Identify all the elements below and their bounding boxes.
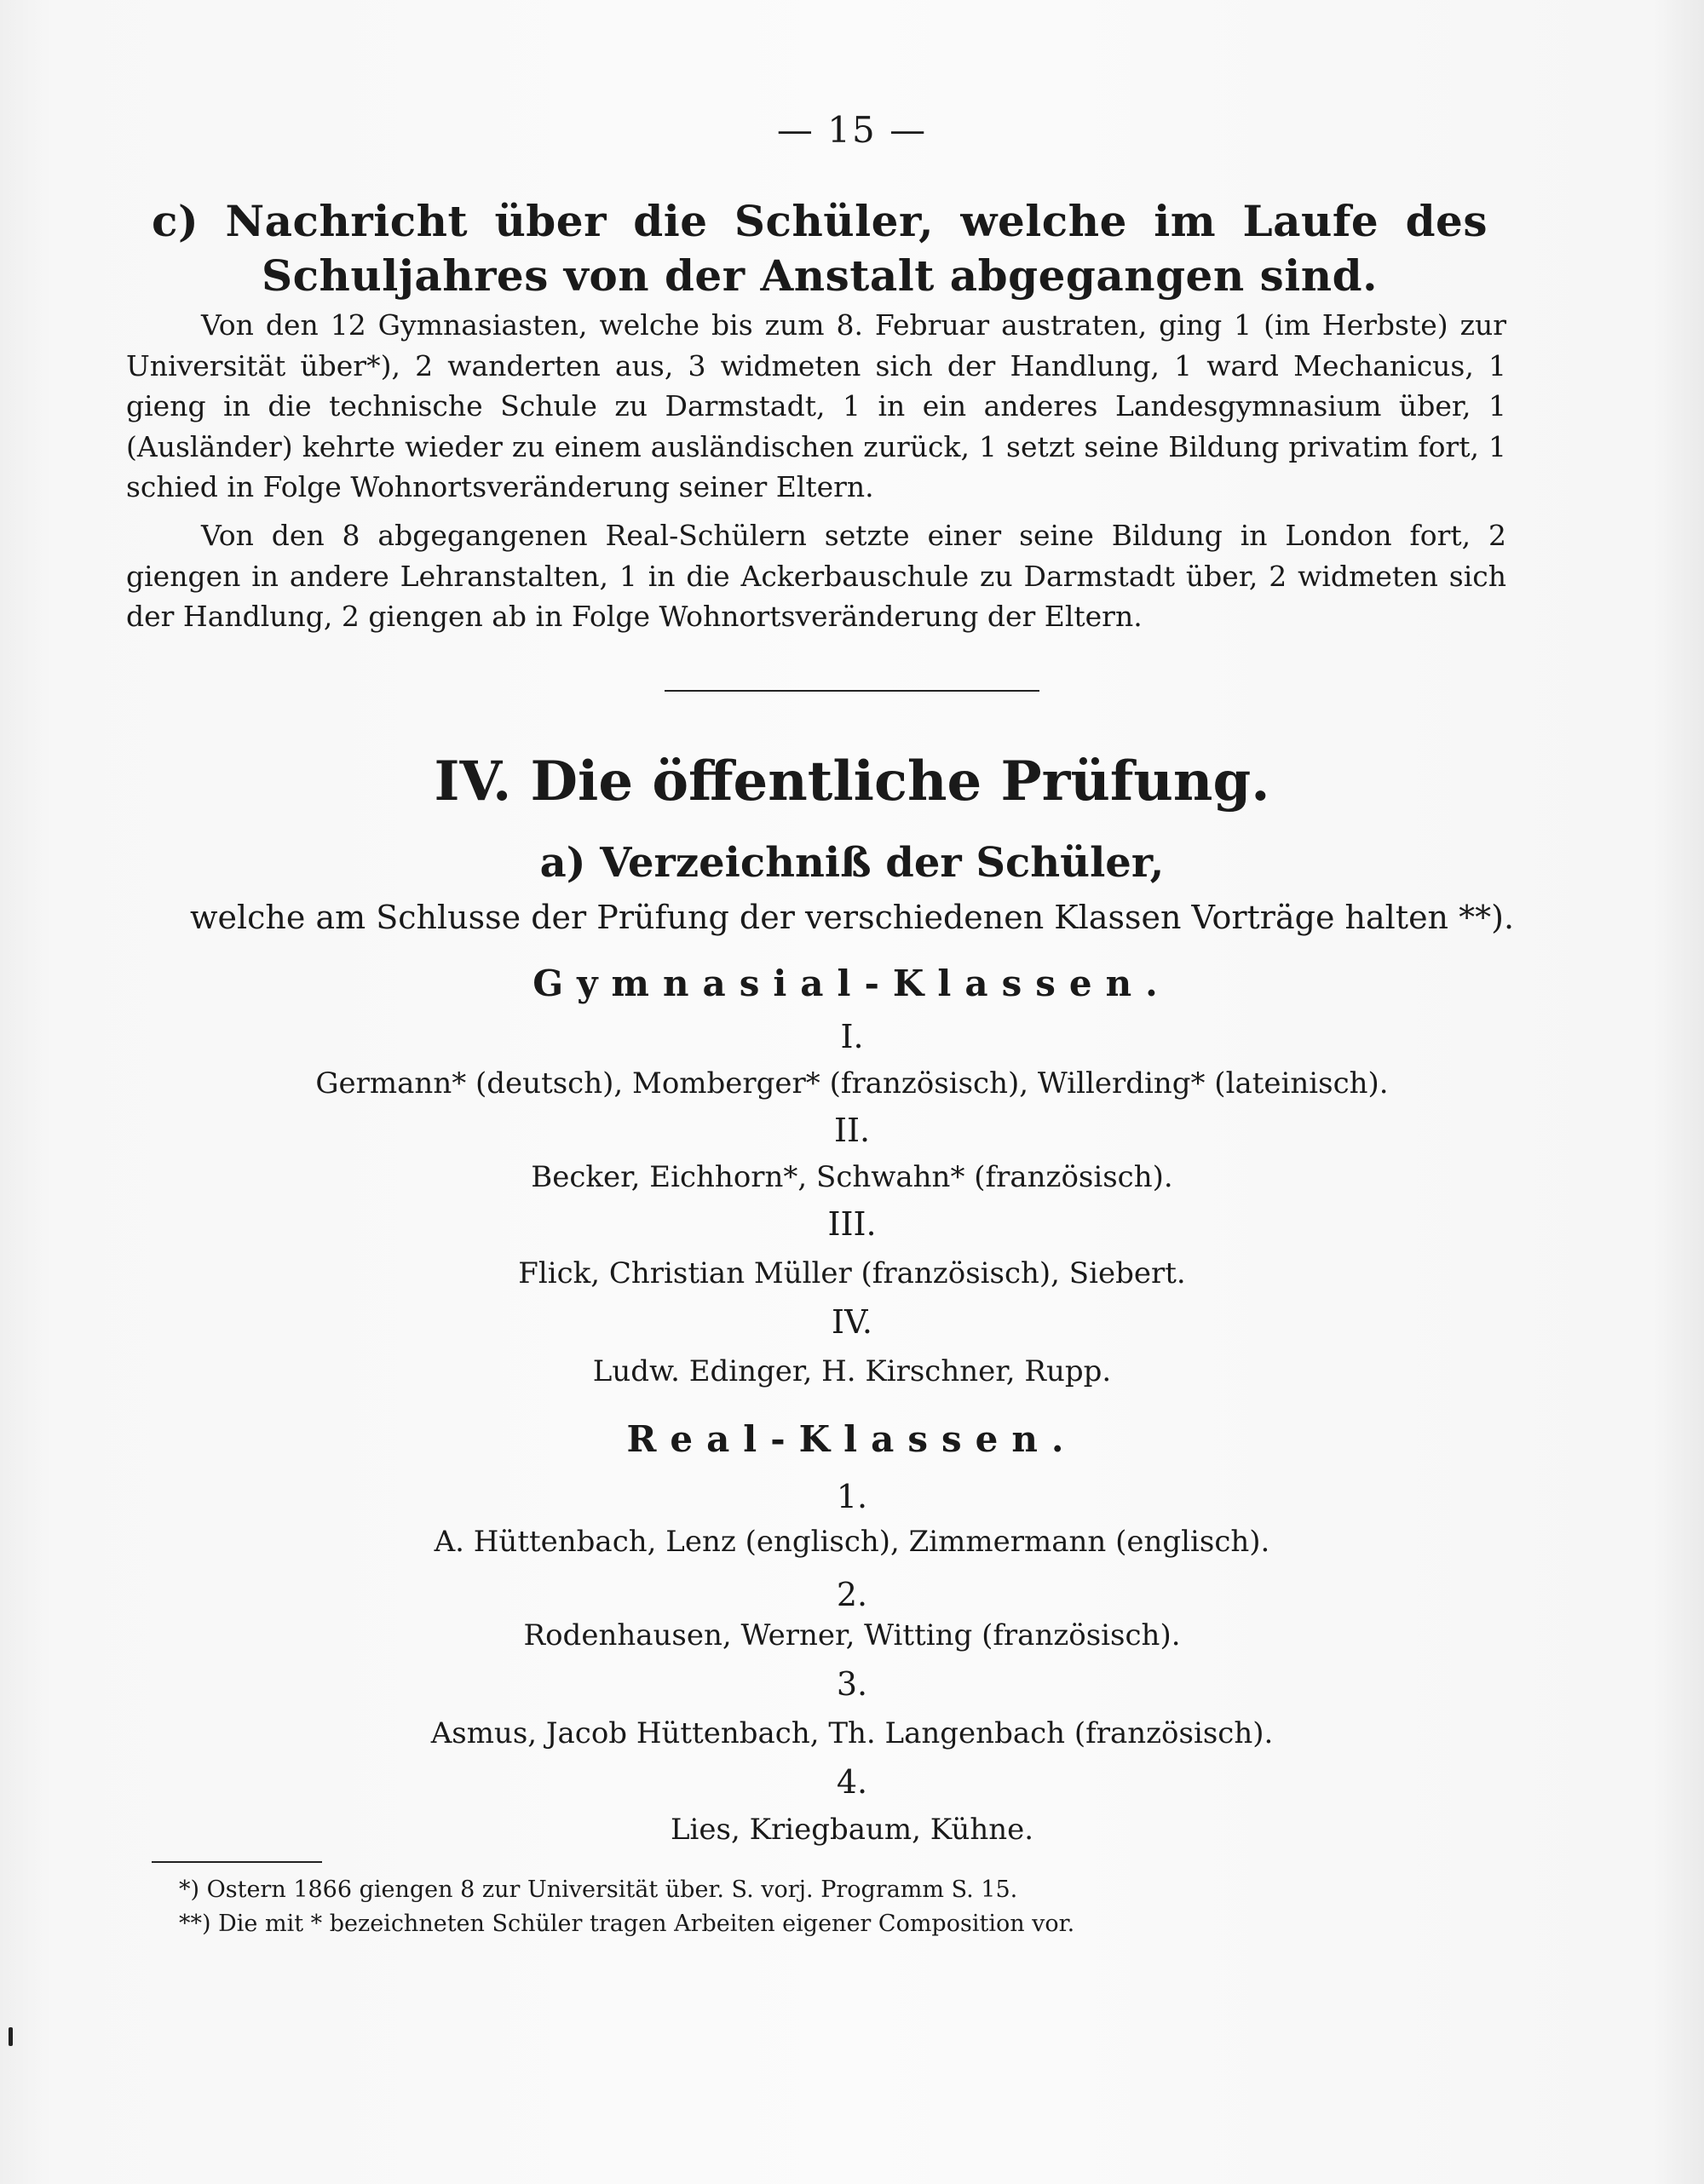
- class-names-ii: Becker, Eichhorn*, Schwahn* (französisch).: [531, 1160, 1173, 1194]
- class-label-iii: III.: [827, 1205, 877, 1243]
- separator-rule: [665, 690, 1039, 692]
- class-names-iii: Flick, Christian Müller (französisch), Siebert.: [518, 1256, 1186, 1290]
- real-class-label-3: 3.: [836, 1665, 868, 1703]
- section-a-title: a) Verzeichniß der Schüler,: [539, 839, 1165, 887]
- real-class-label-1: 1.: [836, 1478, 868, 1515]
- real-class-names-3: Asmus, Jacob Hüttenbach, Th. Langenbach (französisch).: [430, 1716, 1274, 1750]
- paragraph-gymnasiasten: Von den 12 Gymnasiasten, welche bis zum 8. Februar austraten, ging 1 (im Herbste) zur Universität über*), 2 wanderten aus, 3 widmeten sich der Handlung, 1 ward Mechanicus, 1 gieng in die technische Schule zu Darmstadt, 1 in ein anderes Landesgymnasium über, 1 (Ausländer) kehrte wieder zu einem ausländischen zurück, 1 setzt seine Bildung privatim fort, 1 schied in Folge Wohnortsveränderung seiner Eltern.: [126, 308, 1506, 503]
- scan-edge-mark: [9, 2027, 13, 2046]
- class-label-ii: II.: [833, 1112, 871, 1149]
- class-names-iv: Ludw. Edinger, H. Kirschner, Rupp.: [592, 1354, 1112, 1388]
- real-class-names-1: A. Hüttenbach, Lenz (englisch), Zimmermann (englisch).: [434, 1525, 1270, 1559]
- real-class-names-2: Rodenhausen, Werner, Witting (französisch).: [523, 1618, 1181, 1652]
- class-names-i: Germann* (deutsch), Momberger* (französisch), Willerding* (lateinisch).: [315, 1066, 1389, 1101]
- real-classes-heading: Real-Klassen.: [626, 1418, 1078, 1460]
- footnote-2: **) Die mit * bezeichneten Schüler tragen Arbeiten eigener Composition vor.: [179, 1911, 1075, 1937]
- page-number: — 15 —: [776, 109, 928, 151]
- real-class-names-4: Lies, Kriegbaum, Kühne.: [670, 1813, 1034, 1847]
- section-a-subtitle: welche am Schlusse der Prüfung der verschiedenen Klassen Vorträge halten **).: [189, 899, 1515, 936]
- class-label-i: I.: [840, 1018, 864, 1055]
- real-class-label-4: 4.: [836, 1763, 868, 1801]
- class-label-iv: IV.: [832, 1303, 872, 1341]
- gymnasial-classes-heading: Gymnasial-Klassen.: [532, 963, 1172, 1004]
- paragraph-realschueler: Von den 8 abgegangenen Real-Schülern setzte einer seine Bildung in London fort, 2 giengen in andere Lehranstalten, 1 in die Ackerbauschule zu Darmstadt über, 2 widmeten sich der Handlung, 2 giengen ab in Folge Wohnortsveränderung der Eltern.: [126, 519, 1506, 633]
- footnote-rule: [152, 1861, 322, 1863]
- real-class-label-2: 2.: [836, 1576, 868, 1613]
- footnote-1: *) Ostern 1866 giengen 8 zur Universität über. S. vorj. Programm S. 15.: [179, 1877, 1018, 1903]
- section-c-heading: c) Nachricht über die Schüler, welche im Laufe des Schuljahres von der Anstalt abgegangen sind.: [152, 196, 1488, 301]
- section-iv-title: IV. Die öffentliche Prüfung.: [434, 750, 1270, 813]
